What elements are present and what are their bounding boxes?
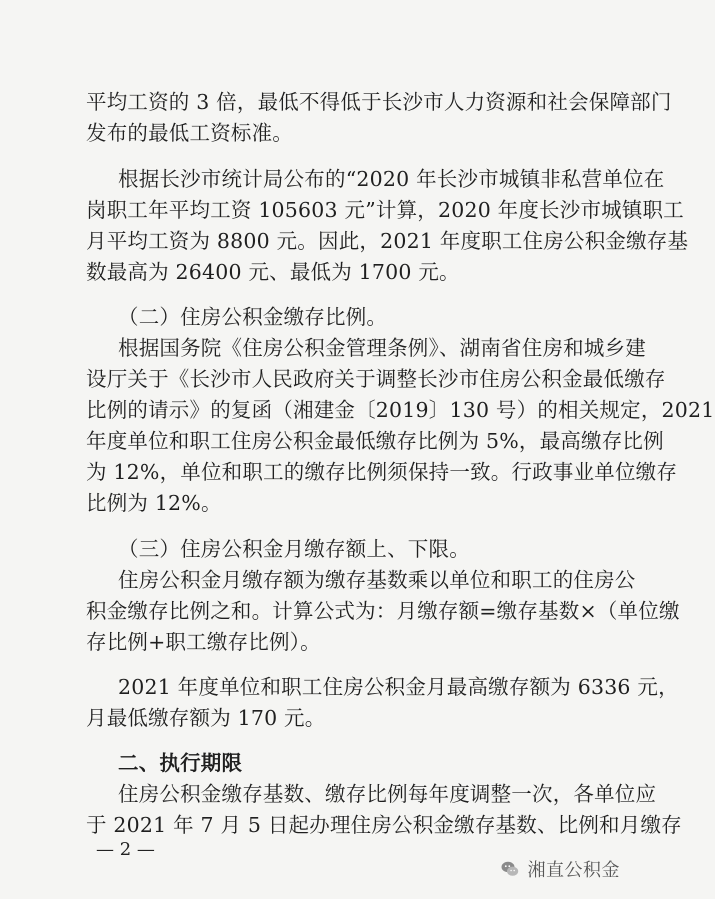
paragraph-line: 发布的最低工资标准。	[86, 121, 293, 145]
paragraph-line: 为 12%，单位和职工的缴存比例须保持一致。行政事业单位缴存	[86, 460, 678, 484]
paragraph-line: 月最低缴存额为 170 元。	[86, 706, 326, 730]
paragraph-line: 月平均工资为 8800 元。因此，2021 年度职工住房公积金缴存基	[86, 229, 689, 253]
page-number: — 2 —	[96, 839, 155, 860]
paragraph-line: 平均工资的 3 倍，最低不得低于长沙市人力资源和社会保障部门	[86, 90, 672, 114]
paragraph-line: 比例为 12%。	[86, 491, 222, 515]
paragraph-line: 2021 年度单位和职工住房公积金月最高缴存额为 6336 元，	[118, 675, 679, 699]
paragraph-line: 住房公积金缴存基数、缴存比例每年度调整一次，各单位应	[118, 782, 657, 806]
paragraph-line: 积金缴存比例之和。计算公式为：月缴存额=缴存基数×（单位缴	[86, 599, 680, 623]
paragraph-line: 年度单位和职工住房公积金最低缴存比例为 5%，最高缴存比例	[86, 429, 664, 453]
section-heading: （二）住房公积金缴存比例。	[118, 305, 388, 329]
paragraph-line: 存比例+职工缴存比例）。	[86, 630, 321, 654]
paragraph-line: 岗职工年平均工资 105603 元”计算，2020 年度长沙市城镇职工	[86, 198, 684, 222]
section-heading: 二、执行期限	[118, 751, 243, 775]
paragraph-line: 设厅关于《长沙市人民政府关于调整长沙市住房公积金最低缴存	[86, 367, 666, 391]
watermark-text: 湘直公积金	[527, 860, 620, 881]
paragraph-line: 根据长沙市统计局公布的“2020 年长沙市城镇非私营单位在	[118, 167, 665, 191]
paragraph-line: 比例的请示》的复函（湘建金〔2019〕130 号）的相关规定，2021	[86, 398, 715, 422]
section-heading: （三）住房公积金月缴存额上、下限。	[118, 537, 470, 561]
paragraph-line: 根据国务院《住房公积金管理条例》、湖南省住房和城乡建	[118, 336, 646, 360]
wechat-watermark	[500, 856, 621, 882]
wechat-icon	[500, 859, 520, 879]
paragraph-line: 于 2021 年 7 月 5 日起办理住房公积金缴存基数、比例和月缴存	[86, 813, 682, 837]
paragraph-line: 数最高为 26400 元、最低为 1700 元。	[86, 260, 460, 284]
paragraph-line: 住房公积金月缴存额为缴存基数乘以单位和职工的住房公	[118, 568, 636, 592]
